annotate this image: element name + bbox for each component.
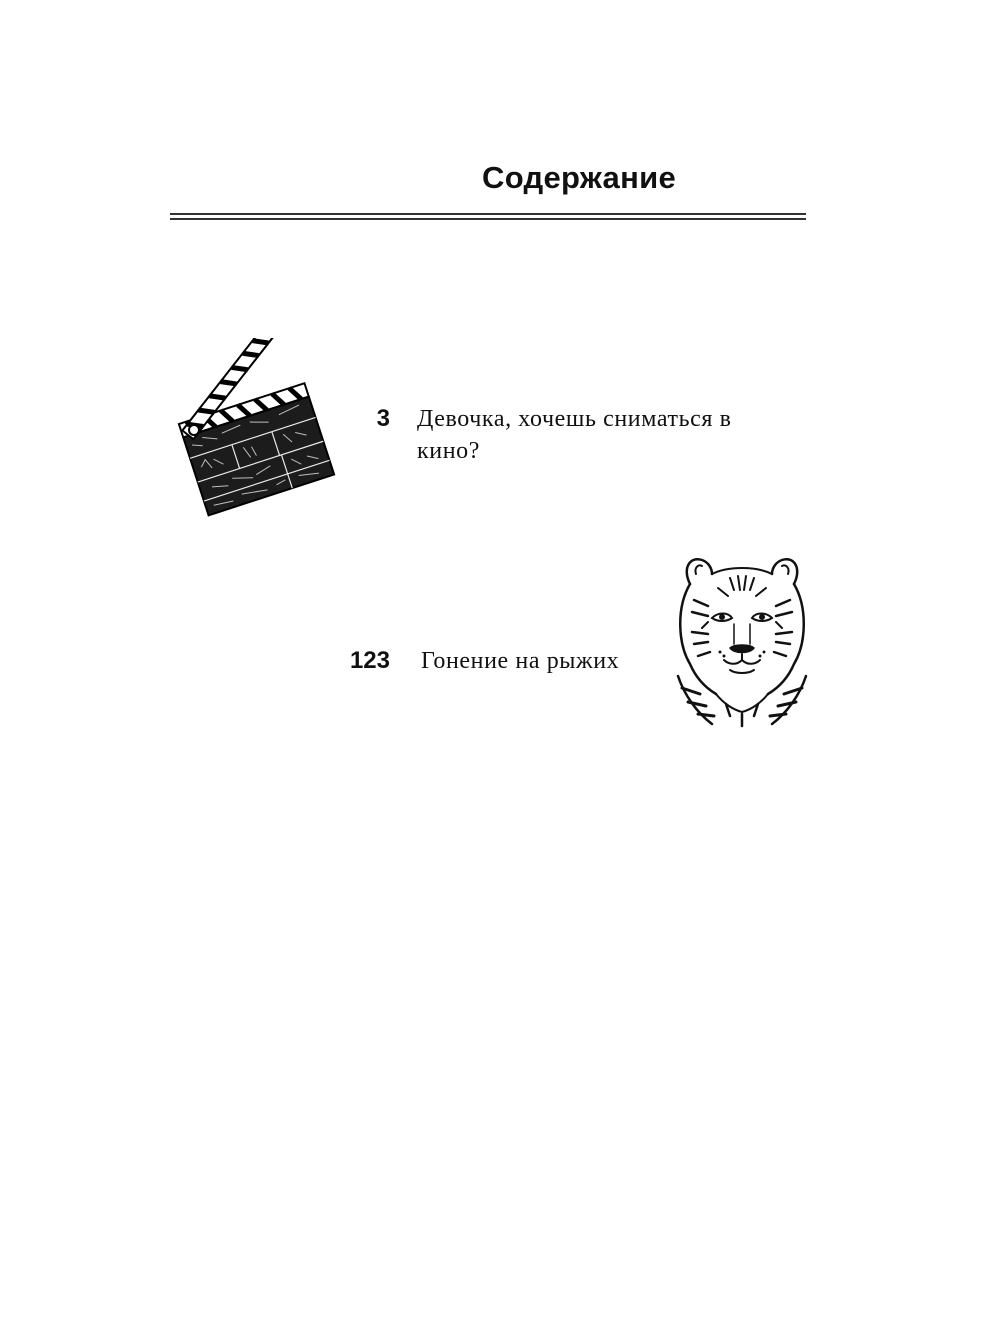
toc-entry-title[interactable]: Девочка, хочешь сниматься в кино? [417, 406, 732, 464]
page-title: Содержание [482, 160, 676, 195]
toc-entry-page-number: 123 [349, 647, 390, 674]
title-divider [170, 213, 806, 220]
toc-entry-title[interactable]: Гонение на рыжих [421, 648, 620, 674]
tiger-head-icon [672, 548, 812, 732]
film-clapperboard-icon [168, 338, 340, 518]
toc-entry-page-number: 3 [376, 405, 390, 432]
